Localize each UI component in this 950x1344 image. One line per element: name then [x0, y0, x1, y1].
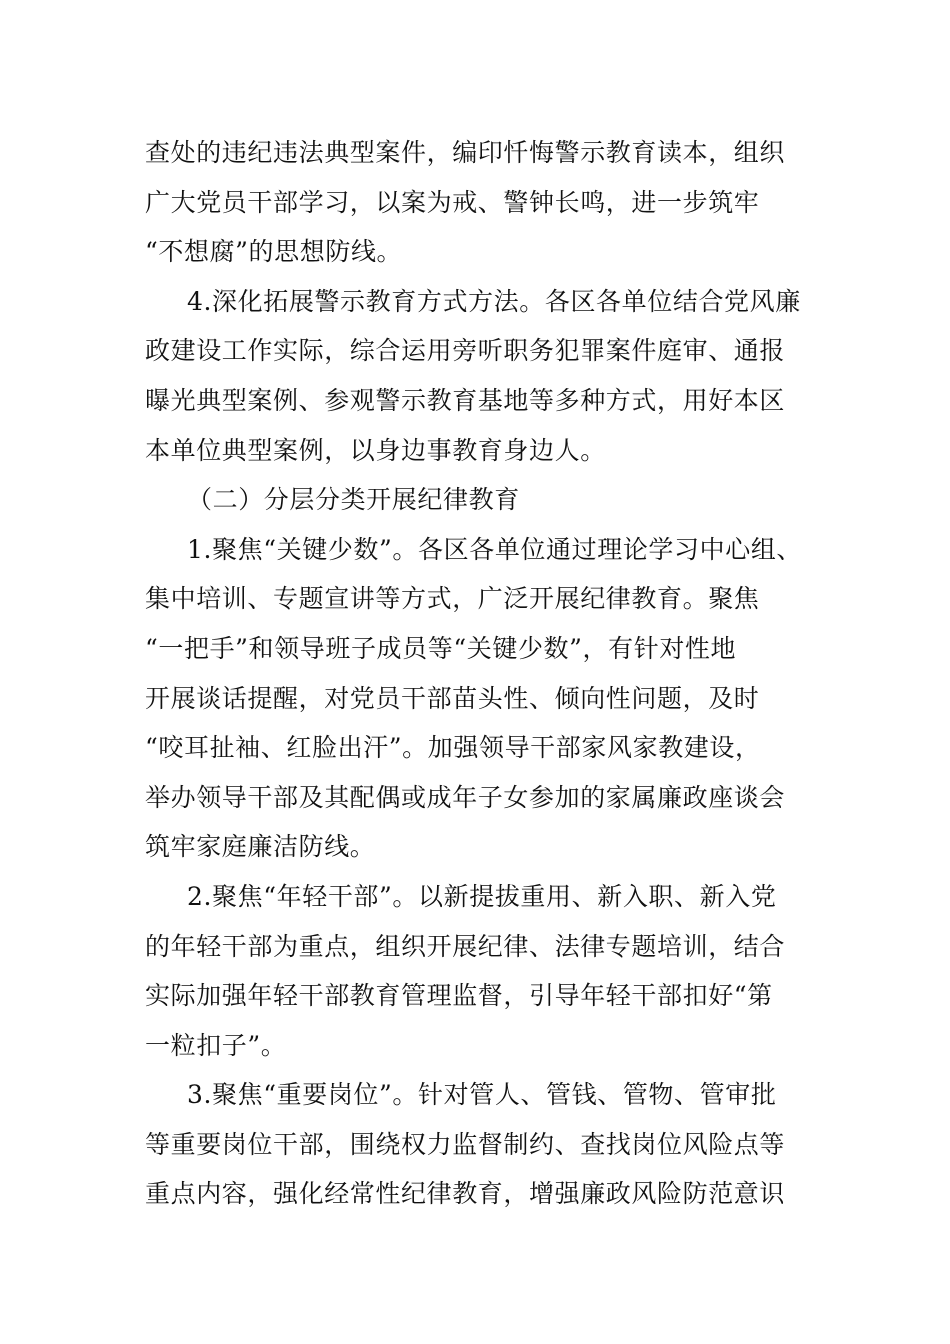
text-line: 重点内容，强化经常性纪律教育，增强廉政风险防范意识: [145, 1179, 786, 1209]
text-line: 等重要岗位干部，围绕权力监督制约、查找岗位风险点等: [145, 1129, 786, 1159]
text-line: “不想腐”的思想防线。: [145, 237, 403, 267]
text-line: 举办领导干部及其配偶或成年子女参加的家属廉政座谈会: [145, 782, 786, 812]
paragraph-1-start: 1.聚焦“关键少数”。各区各单位通过理论学习中心组、: [187, 534, 803, 564]
text-line: 曝光典型案例、参观警示教育基地等多种方式，用好本区: [145, 385, 786, 415]
paragraph-4-start: 4.深化拓展警示教育方式方法。各区各单位结合党风廉: [187, 286, 801, 316]
text-line: 广大党员干部学习，以案为戒、警钟长鸣，进一步筑牢: [145, 187, 760, 217]
text-line: 集中培训、专题宣讲等方式，广泛开展纪律教育。聚焦: [145, 584, 760, 614]
text-line: 本单位典型案例，以身边事教育身边人。: [145, 435, 606, 465]
text-line: 实际加强年轻干部教育管理监督，引导年轻干部扣好“第: [145, 981, 773, 1011]
text-line: “一把手”和领导班子成员等“关键少数”，有针对性地: [145, 633, 737, 663]
paragraph-2-start: 2.聚焦“年轻干部”。以新提拔重用、新入职、新入党: [187, 881, 777, 911]
text-line: 开展谈话提醒，对党员干部苗头性、倾向性问题，及时: [145, 683, 760, 713]
paragraph-3-start: 3.聚焦“重要岗位”。针对管人、管钱、管物、管审批: [187, 1080, 777, 1110]
section-heading: （二）分层分类开展纪律教育: [187, 485, 520, 515]
text-line: 的年轻干部为重点，组织开展纪律、法律专题培训，结合: [145, 931, 786, 961]
text-line: 政建设工作实际，综合运用旁听职务犯罪案件庭审、通报: [145, 336, 786, 366]
text-line: 一粒扣子”。: [145, 1030, 287, 1060]
body-text: [145, 128, 810, 1219]
text-line: 查处的违纪违法典型案件，编印忏悔警示教育读本，组织: [145, 138, 786, 167]
text-line: “咬耳扯袖、红脸出汗”。加强领导干部家风家教建设，: [145, 733, 761, 763]
text-line: 筑牢家庭廉洁防线。: [145, 832, 376, 862]
